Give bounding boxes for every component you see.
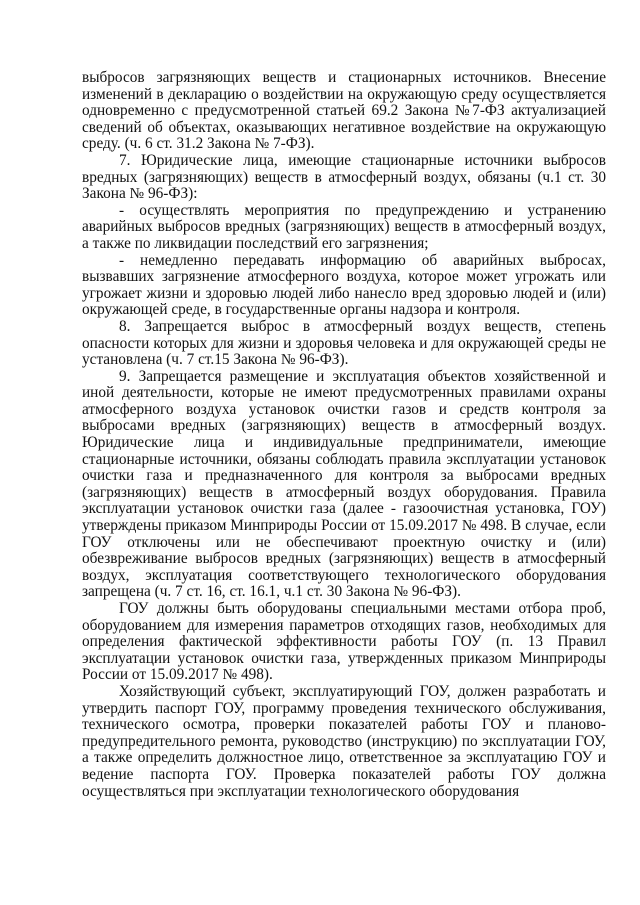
paragraph-item-9: 9. Запрещается размещение и эксплуатация объектов хозяйственной и иной деятельности, которые не имеют предусмотренных правилами охраны атмосферного воздуха установок очистки газов и средств контроля за выбросами вредных (загрязняющих) веществ в атмосферный воздух. Юридические лица и индивидуальные предприниматели, имеющие стационарные источники, обязаны соблюдать правила эксплуатации установок очистки газа и предназначенного для контроля за выбросами вредных (загрязняющих) веществ в атмосферный воздух оборудования. Правила эксплуатации установок очистки газа (далее - газоочистная установка, ГОУ) утверждены приказом Минприроды России от 15.09.2017 № 498. В случае, если ГОУ отключены или не обеспечивают проектную очистку и (или) обезвреживание выбросов вредных (загрязняющих) веществ в атмосферный воздух, эксплуатация соответствующего технологического оборудования запрещена (ч. 7 ст. 16, ст. 16.1, ч.1 ст. 30 Закона № 96-ФЗ).: [82, 367, 606, 601]
paragraph-item-7-bullet-1: - осуществлять мероприятия по предупреждению и устранению аварийных выбросов вредных (загрязняющих) веществ в атмосферный воздух, а также по ликвидации последствий его загрязнения;: [82, 201, 606, 252]
paragraph-gou-sampling: ГОУ должны быть оборудованы специальными местами отбора проб, оборудованием для измерения параметров отходящих газов, необходимых для определения фактической эффективности работы ГОУ (п. 13 Правил эксплуатации установок очистки газа, утвержденных приказом Минприроды России от 15.09.2017 № 498).: [82, 600, 606, 684]
paragraph-declaration-changes: выбросов загрязняющих веществ и стационарных источников. Внесение изменений в декларацию о воздействии на окружающую среду осуществляется одновременно с предусмотренной статьей 69.2 Закона №7-ФЗ актуализацией сведений об объектах, оказывающих негативное воздействие на окружающую среду. (ч. 6 ст. 31.2 Закона № 7-ФЗ).: [82, 69, 606, 153]
paragraph-item-8: 8. Запрещается выброс в атмосферный воздух веществ, степень опасности которых для жизни и здоровья человека и для окружающей среды не установлена (ч. 7 ст.15 Закона № 96-ФЗ).: [82, 317, 606, 369]
paragraph-gou-passport: Хозяйствующий субъект, эксплуатирующий ГОУ, должен разработать и утвердить паспорт ГОУ, программу проведения технического обслуживания, технического осмотра, проверки показателей работы ГОУ и планово-предупредительного ремонта, руководство (инструкцию) по эксплуатации ГОУ, а также определить должностное лицо, ответственное за эксплуатацию ГОУ и ведение паспорта ГОУ. Проверка показателей работы ГОУ должна осуществляться при эксплуатации технологического оборудования: [82, 682, 606, 800]
paragraph-item-7-bullet-2: - немедленно передавать информацию об аварийных выбросах, вызвавших загрязнение атмосферного воздуха, которое может угрожать или угрожает жизни и здоровью людей либо нанесло вред здоровью людей и (или) окружающей среде, в государственные органы надзора и контроля.: [82, 251, 606, 319]
document-page: [82, 70, 606, 800]
paragraph-item-7: 7. Юридические лица, имеющие стационарные источники выбросов вредных (загрязняющих) веществ в атмосферный воздух, обязаны (ч.1 ст. 30 Закона № 96-ФЗ):: [82, 151, 606, 203]
